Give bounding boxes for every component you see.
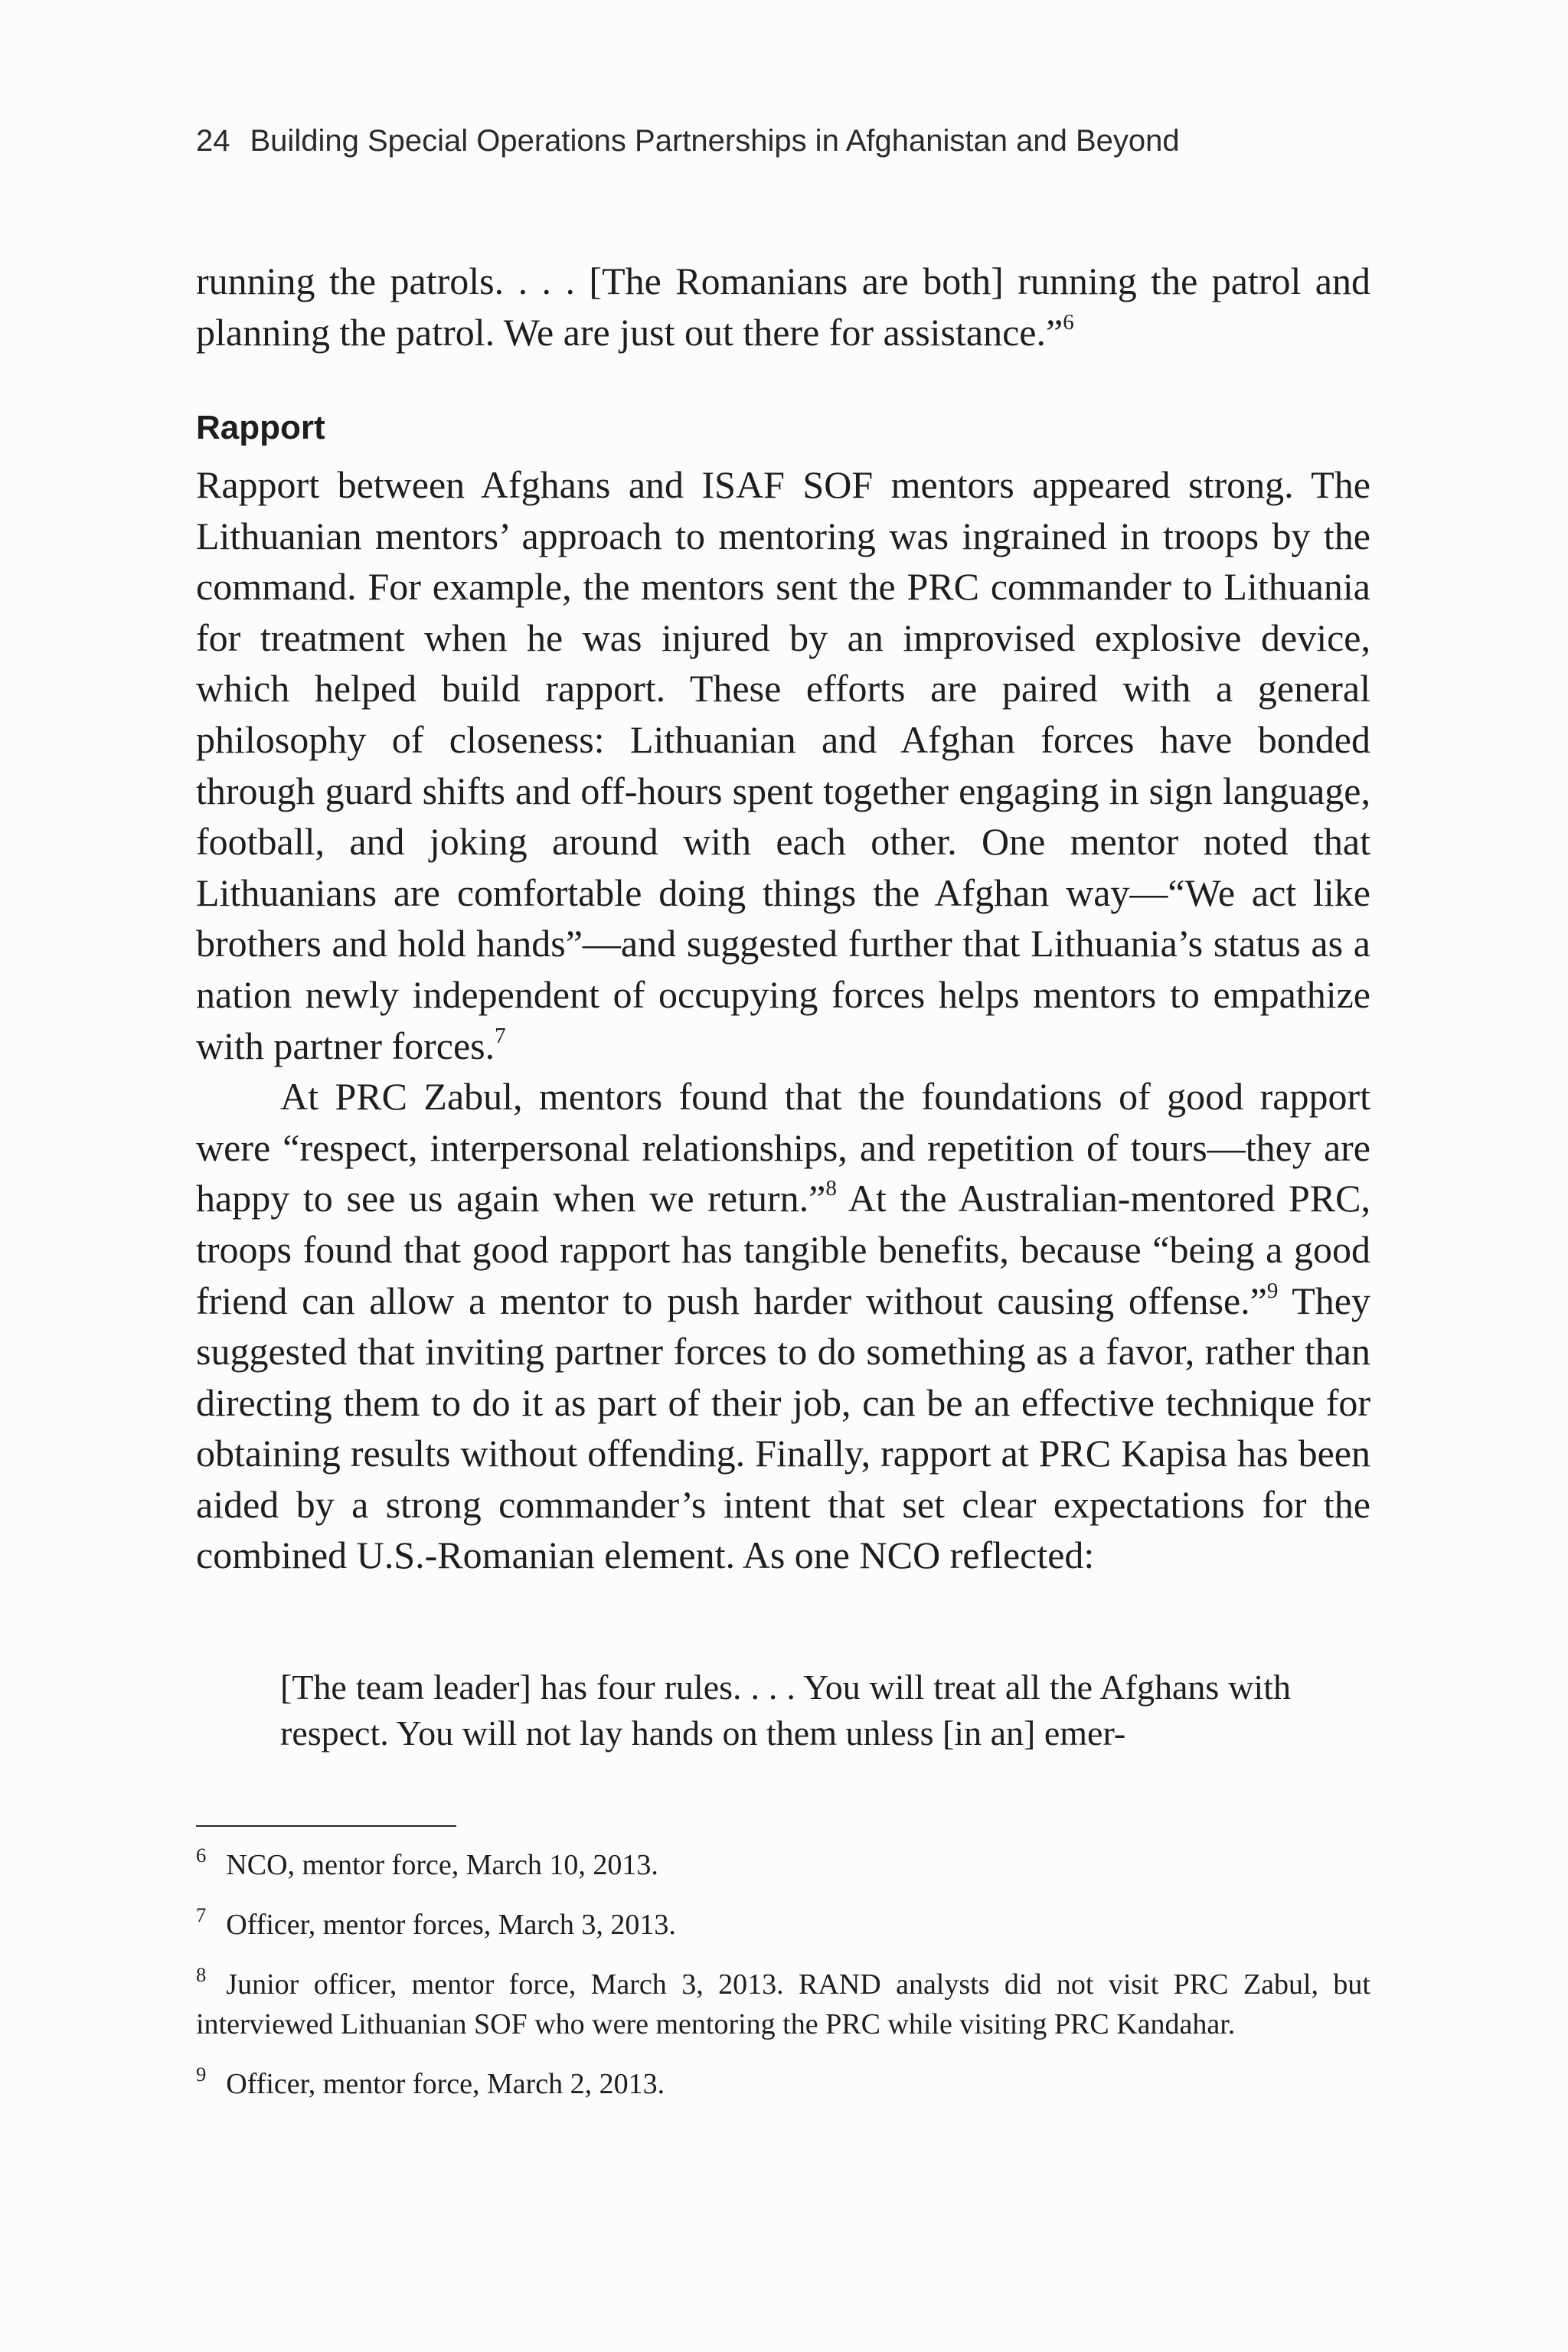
footnote-ref-9[interactable]: 9 — [1266, 1278, 1279, 1303]
book-title: Building Special Operations Partnerships in Afghanistan and Beyond — [250, 124, 1180, 158]
footnote-number: 7 — [196, 1903, 207, 1927]
paragraph-2-seg3: They suggested that inviting partner forces to do something as a favor, rather than directing them to do it as part of their job, can be an effective technique for obtaining results without offending. Finally, rapport at PRC Kapisa has been aided by a strong commander’s intent that set clear expectations for the combined U.S.-Romanian element. As one NCO reflected: — [196, 1279, 1370, 1577]
page-number: 24 — [196, 124, 230, 158]
footnote-ref-6[interactable]: 6 — [1063, 309, 1074, 335]
footnote-divider — [196, 1825, 456, 1827]
footnote-number: 9 — [196, 2063, 207, 2086]
footnote-ref-7[interactable]: 7 — [495, 1023, 506, 1048]
section-body — [196, 459, 1370, 1581]
section-heading: Rapport — [196, 409, 325, 446]
footnote-8 — [196, 1965, 1370, 2044]
footnote-6 — [196, 1845, 1370, 1885]
paragraph-1 — [196, 459, 1370, 1071]
footnote-text: Officer, mentor force, March 2, 2013. — [226, 2068, 665, 2100]
footnotes — [196, 1845, 1370, 2124]
paragraph-2 — [196, 1071, 1370, 1581]
footnote-number: 8 — [196, 1963, 207, 1987]
footnote-number: 6 — [196, 1844, 207, 1867]
lead-text: running the patrols. . . . [The Romanians are both] running the patrol and planning the patrol. We are just out there for assistance.” — [196, 260, 1370, 354]
footnote-ref-8[interactable]: 8 — [825, 1176, 837, 1201]
block-quote — [280, 1664, 1291, 1756]
footnote-text: NCO, mentor force, March 10, 2013. — [226, 1849, 658, 1881]
lead-paragraph — [196, 256, 1370, 358]
footnote-9 — [196, 2064, 1370, 2104]
paragraph-1-text: Rapport between Afghans and ISAF SOF mentors appeared strong. The Lithuanian mentors’ approach to mentoring was ingrained in troops by the command. For example, the mentors sent the PRC commander to Lithuania for treatment when he was injured by an improvised explosive device, which helped build rapport. These efforts are paired with a general philosophy of closeness: Lithuanian and Afghan forces have bonded through guard shifts and off-hours spent together engaging in sign language, football, and joking around with each other. One mentor noted that Lithuanians are comfortable doing things the Afghan way—“We act like brothers and hold hands”—and suggested further that Lithuania’s status as a nation newly independent of occupying forces helps mentors to empathize with partner forces. — [196, 463, 1370, 1067]
paragraph-2-seg2: At the Australian-mentored PRC, troops found that good rapport has tangible benefits, because “being a good friend can allow a mentor to push harder without causing offense.” — [196, 1177, 1370, 1322]
running-head — [196, 122, 1180, 159]
paragraph-2-seg1: At PRC Zabul, mentors found that the foundations of good rapport were “respect, interpersonal relationships, and repetition of tours—they are happy to see us again when we return.” — [196, 1075, 1370, 1220]
block-quote-text: [The team leader] has four rules. . . . You will treat all the Afghans with respect. You will not lay hands on them unless [in an] emer- — [280, 1668, 1291, 1753]
footnote-text: Junior officer, mentor force, March 3, 2013. RAND analysts did not visit PRC Zabul, but interviewed Lithuanian SOF who were mentoring the PRC while visiting PRC Kandahar. — [196, 1968, 1370, 2040]
footnote-7 — [196, 1905, 1370, 1945]
footnote-text: Officer, mentor forces, March 3, 2013. — [226, 1909, 676, 1941]
